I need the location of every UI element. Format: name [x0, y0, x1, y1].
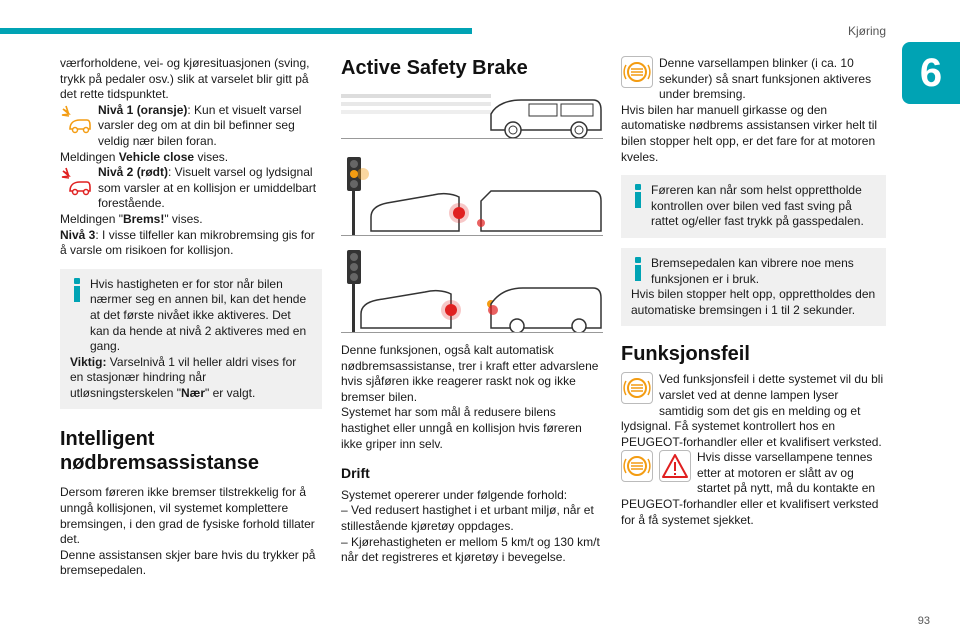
- illustration-braking: [341, 244, 603, 333]
- level2-text: : Visuelt varsel og lydsignal som varsler at en kollisjon er umiddelbart forestående.: [98, 165, 317, 211]
- fault-text-2: Hvis disse varsellampene tennes etter at motoren er slått av og startet på nytt, må du kontakte en PEUGEOT-forhandler eller et kvalifisert verksted for å få systemet sjekket.: [621, 450, 879, 527]
- info-stop-text: Hvis bilen stopper helt opp, opprettholdes den automatiske bremsingen i 1 til 2 sekunder.: [631, 287, 876, 317]
- level1-paragraph: [60, 103, 322, 150]
- asb-body2: Systemet har som mål å redusere bilens hastighet eller unngå en kollisjon hvis føreren ikke griper inn selv.: [341, 405, 582, 451]
- drift-bullet-1: – Ved redusert hastighet i et urbant miljø, når et stillestående kjøretøy oppdages.: [341, 503, 594, 533]
- fault-paragraph-2: [621, 450, 886, 528]
- level2-message: Meldingen "Brems!" vises.: [60, 211, 203, 226]
- level1-message: Meldingen Vehicle close vises.: [60, 149, 229, 164]
- chapter-badge: 6: [902, 42, 960, 104]
- fault-paragraph-1: [621, 372, 886, 450]
- collision-warning-orange-icon: [60, 103, 92, 135]
- warning-triangle-icon: [659, 450, 691, 482]
- brake-warning-lamp-icon: [621, 56, 653, 88]
- drift-bullet-2: – Kjørehastigheten er mellom 5 km/t og 130 km/t når det registreres et kjøretøy i bevegelse.: [341, 534, 600, 565]
- level2-title: Nivå 2 (rødt): [98, 165, 169, 180]
- level3-paragraph: Nivå 3: I visse tilfeller kan mikrobremsing gis for å varsle om risikoen for kollisjon.: [60, 227, 315, 258]
- level2-paragraph: [60, 165, 322, 212]
- page-number: 93: [917, 615, 930, 628]
- lamp-text: Denne varsellampen blinker (i ca. 10 sekunder) så snart funksjonen aktiveres under bremsing.: [659, 56, 872, 102]
- asb-body1: Denne funksjonen, også kalt automatisk nødbremsassistanse, trer i kraft etter advarslene hvis sjåføren ikke reagerer raskt nok og ikke bremser bilen.: [341, 343, 599, 404]
- column-3: [621, 56, 886, 528]
- column-2: [341, 56, 603, 566]
- info-box-speed: [60, 269, 322, 410]
- info-icon: [70, 278, 84, 302]
- info-icon: [631, 257, 645, 281]
- lamp-paragraph: [621, 56, 886, 103]
- fault-heading: Funksjonsfeil: [621, 343, 750, 366]
- header-accent-bar: [0, 28, 472, 34]
- level1-title: Nivå 1 (oransje): [98, 102, 188, 117]
- info-box-pedal: [621, 248, 886, 326]
- info-pedal-text: Bremsepedalen kan vibrere noe mens funksjonen er i bruk.: [651, 255, 854, 286]
- illustration-approach: [341, 90, 603, 139]
- collision-warning-red-icon: [60, 165, 92, 197]
- brake-fault-lamp-icon-2: [621, 450, 653, 482]
- drift-body: Systemet opererer under følgende forhold:: [341, 487, 568, 502]
- info-box-control: [621, 175, 886, 238]
- drift-heading: Drift: [341, 465, 370, 482]
- intelligent-brake-body2: Denne assistansen skjer bare hvis du trykker på bremsepedalen.: [60, 547, 316, 578]
- manual-gearbox-text: Hvis bilen har manuell girkasse og den automatiske nødbrems assistansen virker helt til bilen stopper helt opp, er det fare for at motoren kveles.: [621, 102, 878, 164]
- section-title: Kjøring: [847, 24, 886, 38]
- info-control-text: Føreren kan når som helst opprettholde kontrollen over bilen ved fast sving på rattet og/eller fast trykk på gasspedalen.: [651, 183, 864, 229]
- info-speed-text: Hvis hastigheten er for stor når bilen nærmer seg en annen bil, kan det hende at det første nivået ikke aktiveres. Det kan da hende at nivå 2 aktiveres med en gang.: [90, 276, 307, 354]
- column-1: [60, 56, 322, 579]
- fault-text-1: Ved funksjonsfeil i dette systemet vil du bli varslet ved at denne lampen lyser samtidig som det gis en melding og et lydsignal. Få systemet kontrollert hos en PEUGEOT-forhandler eller et kvalifisert verksted.: [621, 372, 884, 449]
- intro-paragraph: værforholdene, vei- og kjøresituasjonen (sving, trykk på pedaler osv.) slik at varselet blir gitt på det rette tidspunktet.: [60, 56, 310, 102]
- info-icon: [631, 184, 645, 208]
- intelligent-brake-heading: Intelligent nødbremsassistanse: [60, 428, 259, 475]
- level1-text: : Kun et visuelt varsel varsler deg om at din bil befinner seg veldig nær bilen foran.: [98, 102, 302, 148]
- intelligent-brake-body1: Dersom føreren ikke bremser tilstrekkelig for å unngå kollisjonen, vil systemet komplettere bremsingen, i den grad de fysiske forhold tillater det.: [60, 485, 315, 547]
- active-safety-brake-heading: Active Safety Brake: [341, 57, 528, 79]
- illustration-warning: [341, 151, 603, 236]
- brake-fault-lamp-icon: [621, 372, 653, 404]
- info-important-text: Viktig: Varselnivå 1 vil heller aldri vises for en stasjonær hindring når utløsningsterskelen "Nær" er valgt.: [70, 354, 297, 400]
